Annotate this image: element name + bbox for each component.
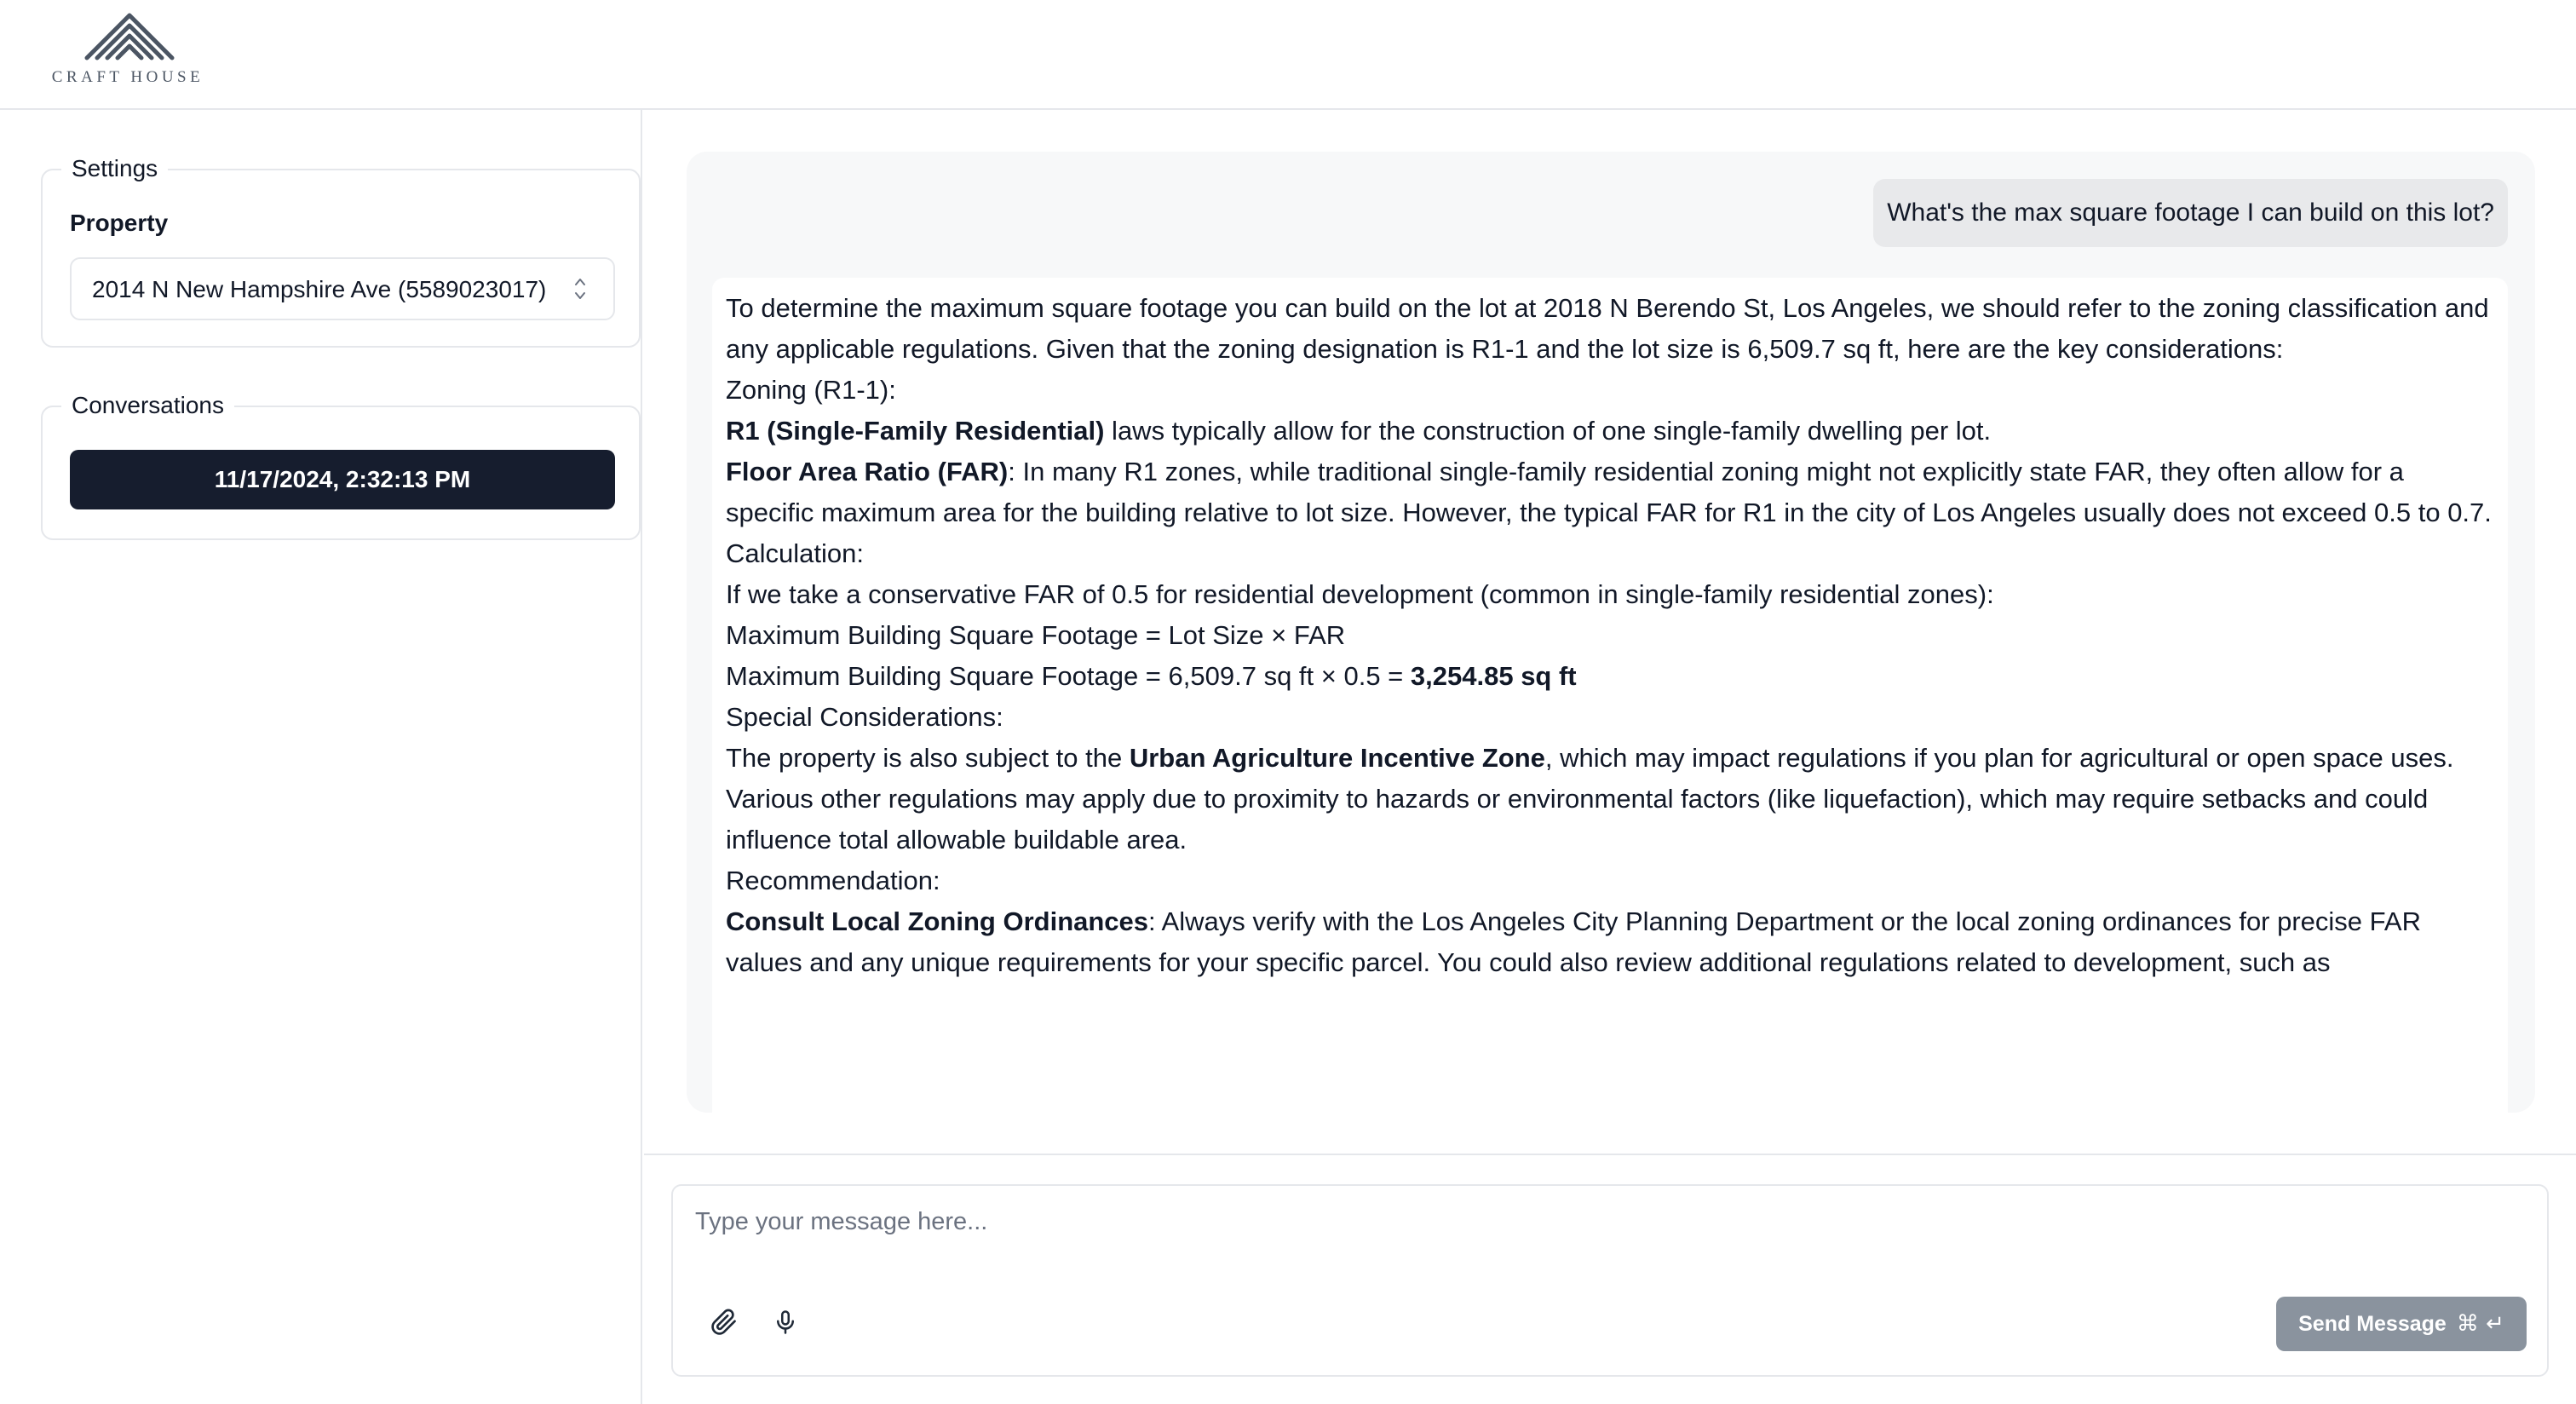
assistant-bold-text: R1 (Single-Family Residential) bbox=[726, 416, 1105, 446]
assistant-paragraph bbox=[726, 738, 2498, 779]
assistant-paragraph: Various other regulations may apply due to proximity to hazards or environmental factors (like liquefaction), which may require setbacks and could influence total allowable buildable area. bbox=[726, 784, 2429, 854]
message-composer[interactable] bbox=[671, 1184, 2549, 1377]
assistant-bold-text: Urban Agriculture Incentive Zone bbox=[1129, 743, 1545, 773]
assistant-bold-text: Consult Local Zoning Ordinances bbox=[726, 906, 1149, 936]
assistant-paragraph: Maximum Building Square Footage = Lot Size × FAR bbox=[726, 620, 1346, 650]
assistant-text-span: : Always verify with the Los Angeles City Planning Department or the local zoning ordinances for precise FAR values and any unique requirements for your specific parcel. You could also review additional regulations related to development, such as bbox=[726, 906, 2421, 977]
brand-logo[interactable] bbox=[49, 12, 206, 90]
chevron-up-down-icon bbox=[574, 276, 586, 302]
top-bar bbox=[0, 0, 2576, 110]
assistant-paragraph: If we take a conservative FAR of 0.5 for residential development (common in single-family residential zones): bbox=[726, 579, 1994, 609]
assistant-paragraph bbox=[726, 656, 2498, 697]
assistant-paragraph: Recommendation: bbox=[726, 866, 940, 895]
send-message-button[interactable] bbox=[2276, 1297, 2527, 1351]
conversation-item[interactable]: 11/17/2024, 2:32:13 PM bbox=[70, 450, 615, 509]
house-logo-icon bbox=[83, 12, 175, 61]
assistant-paragraph bbox=[726, 901, 2498, 983]
user-message: What's the max square footage I can build on this lot? bbox=[1873, 179, 2508, 247]
settings-legend: Settings bbox=[61, 153, 168, 184]
settings-panel bbox=[41, 155, 641, 348]
assistant-paragraph: Special Considerations: bbox=[726, 702, 1003, 732]
assistant-text-span: The property is also subject to the bbox=[726, 743, 1130, 773]
attach-button[interactable] bbox=[705, 1303, 743, 1341]
assistant-paragraph: Calculation: bbox=[726, 538, 864, 568]
assistant-paragraph: To determine the maximum square footage you can build on the lot at 2018 N Berendo St, Los Angeles, we should refer to the zoning classification and any applicable regulations. Given that the zoning designation is R1-1 and the lot size is 6,509.7 sq ft, here are the key considerations: bbox=[726, 293, 2489, 364]
assistant-bold-text: Floor Area Ratio (FAR) bbox=[726, 457, 1009, 486]
assistant-paragraph: Zoning (R1-1): bbox=[726, 375, 896, 405]
conversations-legend: Conversations bbox=[61, 390, 234, 421]
assistant-paragraph bbox=[726, 411, 2498, 452]
assistant-text-span: laws typically allow for the construction of one single-family dwelling per lot. bbox=[1104, 416, 1992, 446]
keyboard-shortcut-hint: ⌘ ↵ bbox=[2456, 1311, 2504, 1337]
message-input[interactable]: Type your message here... bbox=[695, 1208, 988, 1235]
sidebar bbox=[0, 110, 642, 1404]
assistant-text-span: : In many R1 zones, while traditional single-family residential zoning might not explicitly state FAR, they often allow for a specific maximum area for the building relative to lot size. However, the typical FAR for R1 in the city of Los Angeles usually does not exceed 0.5 to 0.7. bbox=[726, 457, 2492, 527]
assistant-text-span: , which may impact regulations if you plan for agricultural or open space uses. bbox=[1544, 743, 2454, 773]
property-select-value: 2014 N New Hampshire Ave (5589023017) bbox=[92, 276, 547, 302]
assistant-message-text bbox=[726, 288, 2498, 983]
composer-divider bbox=[644, 1154, 2576, 1155]
brand-name: CRAFT HOUSE bbox=[51, 68, 204, 86]
property-label: Property bbox=[70, 210, 169, 236]
assistant-text-span: Maximum Building Square Footage = 6,509.7 sq ft × 0.5 = bbox=[726, 661, 1411, 691]
paperclip-icon bbox=[710, 1309, 738, 1336]
property-select[interactable] bbox=[70, 257, 615, 320]
conversations-panel bbox=[41, 392, 641, 540]
assistant-message bbox=[712, 278, 2508, 1113]
send-message-label: Send Message bbox=[2298, 1311, 2447, 1336]
assistant-paragraph bbox=[726, 452, 2498, 533]
chat-thread[interactable] bbox=[687, 152, 2535, 1113]
voice-input-button[interactable] bbox=[767, 1303, 804, 1341]
assistant-bold-text: 3,254.85 sq ft bbox=[1410, 661, 1577, 691]
microphone-icon bbox=[773, 1309, 798, 1336]
